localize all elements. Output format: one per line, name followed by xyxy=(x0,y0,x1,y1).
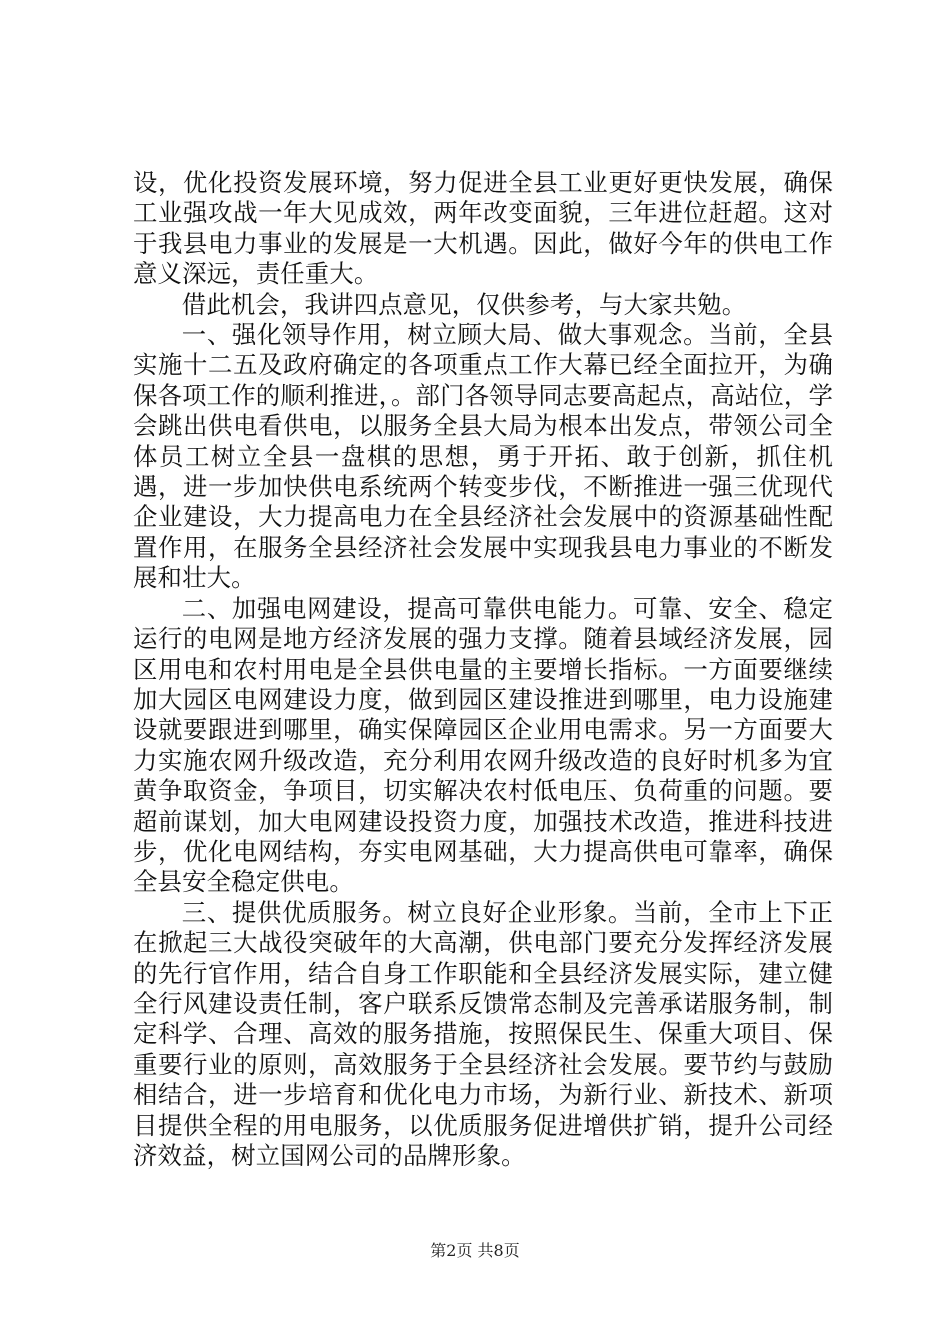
paragraph-point-one: 一、强化领导作用，树立顾大局、做大事观念。当前，全县实施十二五及政府确定的各项重点工作大幕已经全面拉开，为确保各项工作的顺利推进，。部门各领导同志要高起点，高站位，学会跳出供电看供电，以服务全县大局为根本出发点，带领公司全体员工树立全县一盘棋的思想，勇于开拓、敢于创新，抓住机遇，进一步加快供电系统两个转变步伐，不断推进一强三优现代企业建设，大力提高电力在全县经济社会发展中的资源基础性配置作用，在服务全县经济社会发展中实现我县电力事业的不断发展和壮大。 xyxy=(133,320,833,593)
paragraph-point-two: 二、加强电网建设，提高可靠供电能力。可靠、安全、稳定运行的电网是地方经济发展的强力支撑。随着县域经济发展，园区用电和农村用电是全县供电量的主要增长指标。一方面要继续加大园区电网建设力度，做到园区建设推进到哪里，电力设施建设就要跟进到哪里，确实保障园区企业用电需求。另一方面要大力实施农网升级改造，充分利用农网升级改造的良好时机多为宜黄争取资金，争项目，切实解决农村低电压、负荷重的问题。要超前谋划，加大电网建设投资力度，加强技术改造，推进科技进步，优化电网结构，夯实电网基础，大力提高供电可靠率，确保全县安全稳定供电。 xyxy=(133,593,833,897)
paragraph-point-three: 三、提供优质服务。树立良好企业形象。当前，全市上下正在掀起三大战役突破年的大高潮，供电部门要充分发挥经济发展的先行官作用，结合自身工作职能和全县经济发展实际，建立健全行风建设责任制，客户联系反馈常态制及完善承诺服务制，制定科学、合理、高效的服务措施，按照保民生、保重大项目、保重要行业的原则，高效服务于全县经济社会发展。要节约与鼓励相结合，进一步培育和优化电力市场，为新行业、新技术、新项目提供全程的用电服务，以优质服务促进增供扩销，提升公司经济效益，树立国网公司的品牌形象。 xyxy=(133,897,833,1170)
document-body xyxy=(133,168,833,1171)
paragraph-continuation: 设，优化投资发展环境，努力促进全县工业更好更快发展，确保工业强攻战一年大见成效，两年改变面貌，三年进位赶超。这对于我县电力事业的发展是一大机遇。因此，做好今年的供电工作意义深远，责任重大。 xyxy=(133,168,833,289)
page-footer: 第2页 共8页 xyxy=(430,1241,520,1260)
paragraph-intro: 借此机会，我讲四点意见，仅供参考，与大家共勉。 xyxy=(181,289,747,319)
